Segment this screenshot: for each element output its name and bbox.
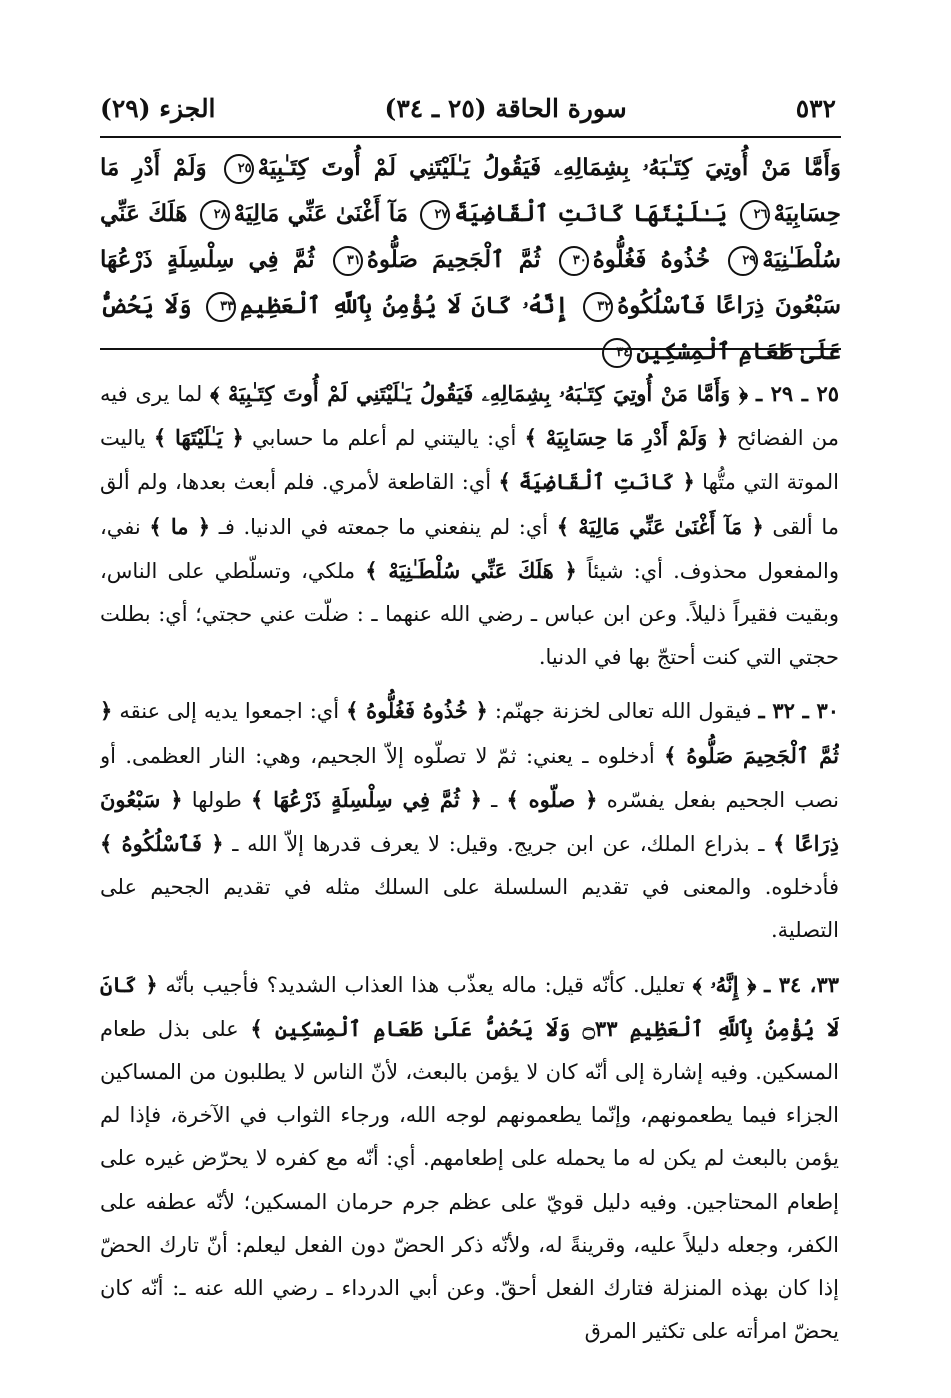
commentary-text: أدخلوه ـ يعني: ثمّ لا تصلّوه إلاّ الجحيم، وهي: النار العظمى. أو نصب الجحيم بفعل يفسّره: [100, 743, 839, 812]
quran-verses: [100, 145, 841, 365]
quoted-verse: ﴿ ثُمَّ فِي سِلْسِلَةٍ ذَرْعُهَا ﴾: [251, 786, 482, 812]
page-number: ٥٣٢: [795, 93, 836, 123]
verse-number-marker: ٢٥: [224, 154, 254, 184]
quoted-verse: ﴿ إِنَّهُۥ ﴾: [692, 971, 757, 997]
commentary-text: أي: القاطعة لأمري. فلم أبعث بعدها، ولم ألق ما ألقى: [100, 470, 839, 539]
verse-text: إِنَّهُۥ كَانَ لَا يُؤْمِنُ بِٱللَّهِ ٱلْعَظِيمِ: [240, 292, 569, 319]
quoted-verse: ﴿ فَٱسْلُكُوهُ ﴾: [100, 831, 224, 857]
quoted-verse: ﴿ كَانَتِ ٱلْقَاضِيَةَ ﴾: [498, 469, 695, 495]
commentary-text: فيقول الله تعالى لخزنة جهنّم:: [487, 699, 759, 724]
page-header: [100, 86, 836, 130]
verse-text: خُذُوهُ فَغُلُّوهُ: [592, 246, 711, 273]
tafsir-commentary: [100, 372, 839, 1382]
quoted-verse: ﴿ خُذُوهُ فَغُلُّوهُ ﴾: [346, 698, 488, 724]
verse-number-marker: ٣٤: [602, 338, 632, 368]
commentary-text: ياليت الموتة التي متُّها: [100, 426, 839, 495]
commentary-text: طولها: [182, 787, 252, 812]
quoted-verse: ﴿ كَانَ لَا يُؤْمِنُ بِٱللَّهِ ٱلْعَظِيمِ ۝٣٣ وَلَا يَحُضُّ عَلَىٰ طَعَامِ ٱلْمِسْكِينِ ﴾: [100, 971, 839, 1041]
verse-number-marker: ٣٣: [206, 292, 236, 322]
verse-number-marker: ٢٨: [200, 200, 230, 230]
commentary-text: لما يرى فيه من الفضائح: [100, 382, 839, 451]
verse-text: ثُمَّ ٱلْجَحِيمَ صَلُّوهُ: [366, 246, 541, 273]
verse-range: ٣٠ ـ ٣٢ ـ: [758, 698, 839, 724]
verse-text: هَلَكَ عَنِّي سُلْطَـٰنِيَهْ: [100, 200, 841, 273]
quoted-verse: ﴿ وَلَمْ أَدْرِ مَا حِسَابِيَهْ ﴾: [524, 425, 729, 451]
quoted-verse: ﴿ يَـٰلَيْتَهَا ﴾: [153, 425, 244, 451]
commentary-text: أي: ياليتني لم أعلم ما حسابي: [243, 426, 525, 451]
quoted-verse: ﴿ وَأَمَّا مَنْ أُوتِيَ كِتَـٰبَهُۥ بِشِمَالِهِۦ فَيَقُولُ يَـٰلَيْتَنِي لَمْ أُوتَ كِتَـٰبِيَهْ ﴾: [210, 381, 749, 406]
verse-number-marker: ٣١: [333, 246, 363, 276]
commentary-text: ملكي، وتسلّطي على الناس، وبقيت فقيراً ذليلاً. وعن ابن عباس ـ رضي الله عنهما ـ : ضلّت عني حجتي؛ أي: بطلت حجتي التي كنت أحتجّ بها في الدنيا.: [100, 558, 839, 670]
verse-number-marker: ٢٦: [740, 200, 770, 230]
quoted-verse: ﴿ هَلَكَ عَنِّي سُلْطَـٰنِيَهْ ﴾: [365, 557, 577, 583]
quoted-verse: ﴿ ما ﴾: [149, 513, 211, 539]
quoted-verse: ﴿ ثُمَّ ٱلْجَحِيمَ صَلُّوهُ ﴾: [100, 698, 839, 768]
verse-text: وَلَا يَحُضُّ عَلَىٰ طَعَامِ ٱلْمِسْكِينِ: [100, 292, 841, 365]
verse-text: يَـٰلَيْتَهَا كَانَتِ ٱلْقَاضِيَةَ: [454, 200, 728, 227]
verse-number-marker: ٣٠: [559, 246, 589, 276]
verse-text: وَلَمْ أَدْرِ مَا حِسَابِيَهْ: [100, 154, 841, 227]
commentary-text: نفي، والمفعول محذوف. أي: شيئاً: [100, 514, 839, 583]
verse-range: ٣٣، ٣٤ ـ: [764, 971, 839, 997]
commentary-text: فأدخلوه. والمعنى في تقديم السلسلة على السلك مثله في تقديم الجحيم على التصلية.: [100, 875, 839, 943]
surah-title: سورة الحاقة (٢٥ ـ ٣٤): [384, 93, 627, 123]
commentary-text: تعليل. كأنّه قيل: ماله يعذّب هذا العذاب الشديد؟ فأجيب بأنّه: [157, 972, 693, 997]
juz-label: الجزء (٢٩): [100, 93, 216, 123]
commentary-text: ـ بذراع الملك، عن ابن جريج. وقيل: لا يعرف قدرها إلاّ الله ـ: [223, 832, 774, 857]
commentary-text: على بذل طعام المسكين. وفيه إشارة إلى أنّه كان لا يؤمن بالبعث، لأنّ الناس لا يطلبون من المساكين الجزاء فيما يطعمونهم، وإنّما يطعمونهم لوجه الله، ورجاء الثواب في الآخرة، فإذا لم يؤمن بالبعث لم يكن له ما يحمله على إطعامهم. أي: أنّه مع كفره لا يحرّض غيره على إطعام المحتاجين. وفيه دليل قويّ على عظم جرم حرمان المسكين؛ لأنّه عطفه على الكفر، وجعله دليلاً عليه، وقرينةً له، ولأنّه ذكر الحضّ دون الفعل ليعلم: أنّ تارك الحضّ إذا كان بهذه المنزلة فتارك الفعل أحقّ. وعن أبي الدرداء ـ رضي الله عنه ـ: أنّه كان يحضّ امرأته على تكثير المرق: [100, 1016, 839, 1344]
verse-number-marker: ٢٧: [420, 200, 450, 230]
verse-range: ٢٥ ـ ٢٩ ـ: [755, 381, 839, 406]
quoted-verse: ﴿ صلّوه ﴾: [506, 786, 598, 812]
commentary-text: ـ: [481, 787, 507, 812]
verse-number-marker: ٣٢: [583, 292, 613, 322]
quoted-verse: ﴿ سَبْعُونَ ذِرَاعًا ﴾: [100, 786, 839, 857]
commentary-text: أي: اجمعوا يديه إلى عنقه: [112, 699, 347, 724]
commentary-paragraph: [100, 963, 839, 1354]
quoted-verse: ﴿ مَآ أَغْنَىٰ عَنِّي مَالِيَهْ ﴾: [556, 513, 764, 539]
commentary-paragraph: [100, 689, 839, 952]
header-divider: [100, 136, 841, 138]
verse-number-marker: ٢٩: [728, 246, 758, 276]
verse-text: وَأَمَّا مَنْ أُوتِيَ كِتَـٰبَهُۥ بِشِمَالِهِۦ فَيَقُولُ يَـٰلَيْتَنِي لَمْ أُوتَ كِتَـٰبِيَهْ: [257, 154, 841, 181]
verses-divider: [100, 348, 841, 350]
verse-text: ثُمَّ فِي سِلْسِلَةٍ ذَرْعُهَا سَبْعُونَ ذِرَاعًا فَٱسْلُكُوهُ: [100, 246, 841, 319]
commentary-paragraph: [100, 372, 839, 679]
verse-text: مَآ أَغْنَىٰ عَنِّي مَالِيَهْ: [233, 200, 409, 227]
commentary-text: أي: لم ينفعني ما جمعته في الدنيا. فـ: [210, 514, 557, 539]
